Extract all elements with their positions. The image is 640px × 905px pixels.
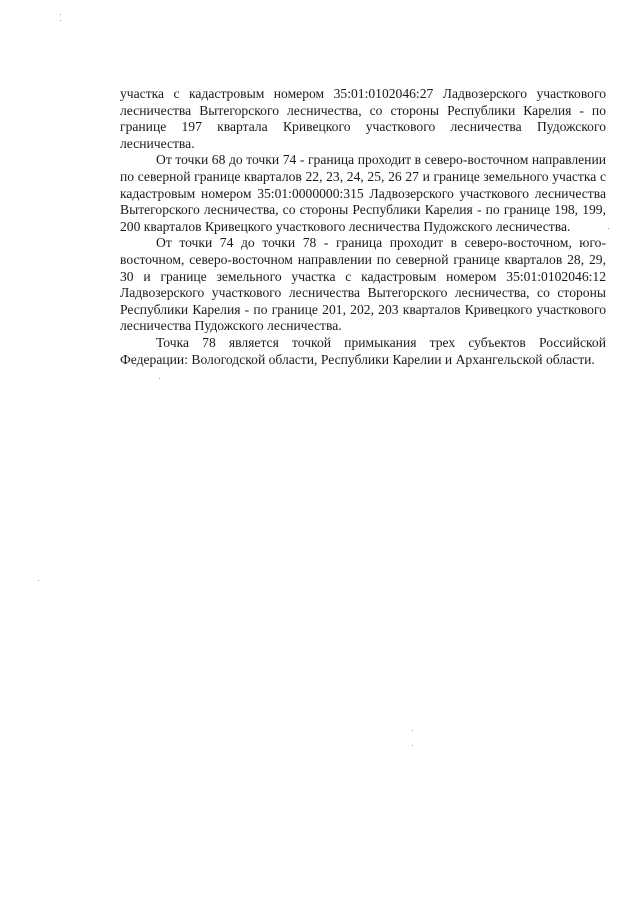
paragraph-1: участка с кадастровым номером 35:01:0102046:27 Ладвозерского участкового лесничества Вытегорского лесничества, со стороны Республики Карелия - по границе 197 квартала Кривецкого участкового лесничества Пудожского лесничества.	[120, 86, 606, 151]
scan-speck	[60, 14, 61, 15]
scan-speck	[412, 730, 413, 731]
scan-speck	[412, 745, 413, 746]
scan-speck	[60, 20, 61, 21]
document-body	[120, 86, 606, 368]
paragraph-4: Точка 78 является точкой примыкания трех субъектов Российской Федерации: Вологодской области, Республики Карелии и Архангельской области.	[120, 334, 606, 367]
scan-speck	[159, 378, 160, 379]
paragraph-3: От точки 74 до точки 78 - граница проходит в северо-восточном, юго-восточном, северо-восточном направлении по северной границе кварталов 28, 29, 30 и границе земельного участка с кадастровым номером 35:01:0102046:12 Ладвозерского участкового лесничества Вытегорского лесничества, со стороны Республики Карелия - по границе 201, 202, 203 кварталов Кривецкого участкового лесничества Пудожского лесничества.	[120, 235, 606, 334]
paragraph-2: От точки 68 до точки 74 - граница проходит в северо-восточном направлении по северной границе кварталов 22, 23, 24, 25, 26 27 и границе земельного участка с кадастровым номером 35:01:0000000:315 Ладвозерского участкового лесничества Вытегорского лесничества, со стороны Республики Карелия - по границе 198, 199, 200 кварталов Кривецкого участкового лесничества Пудожского лесничества.	[120, 152, 606, 234]
scan-speck	[608, 228, 609, 229]
scan-speck	[38, 580, 39, 581]
